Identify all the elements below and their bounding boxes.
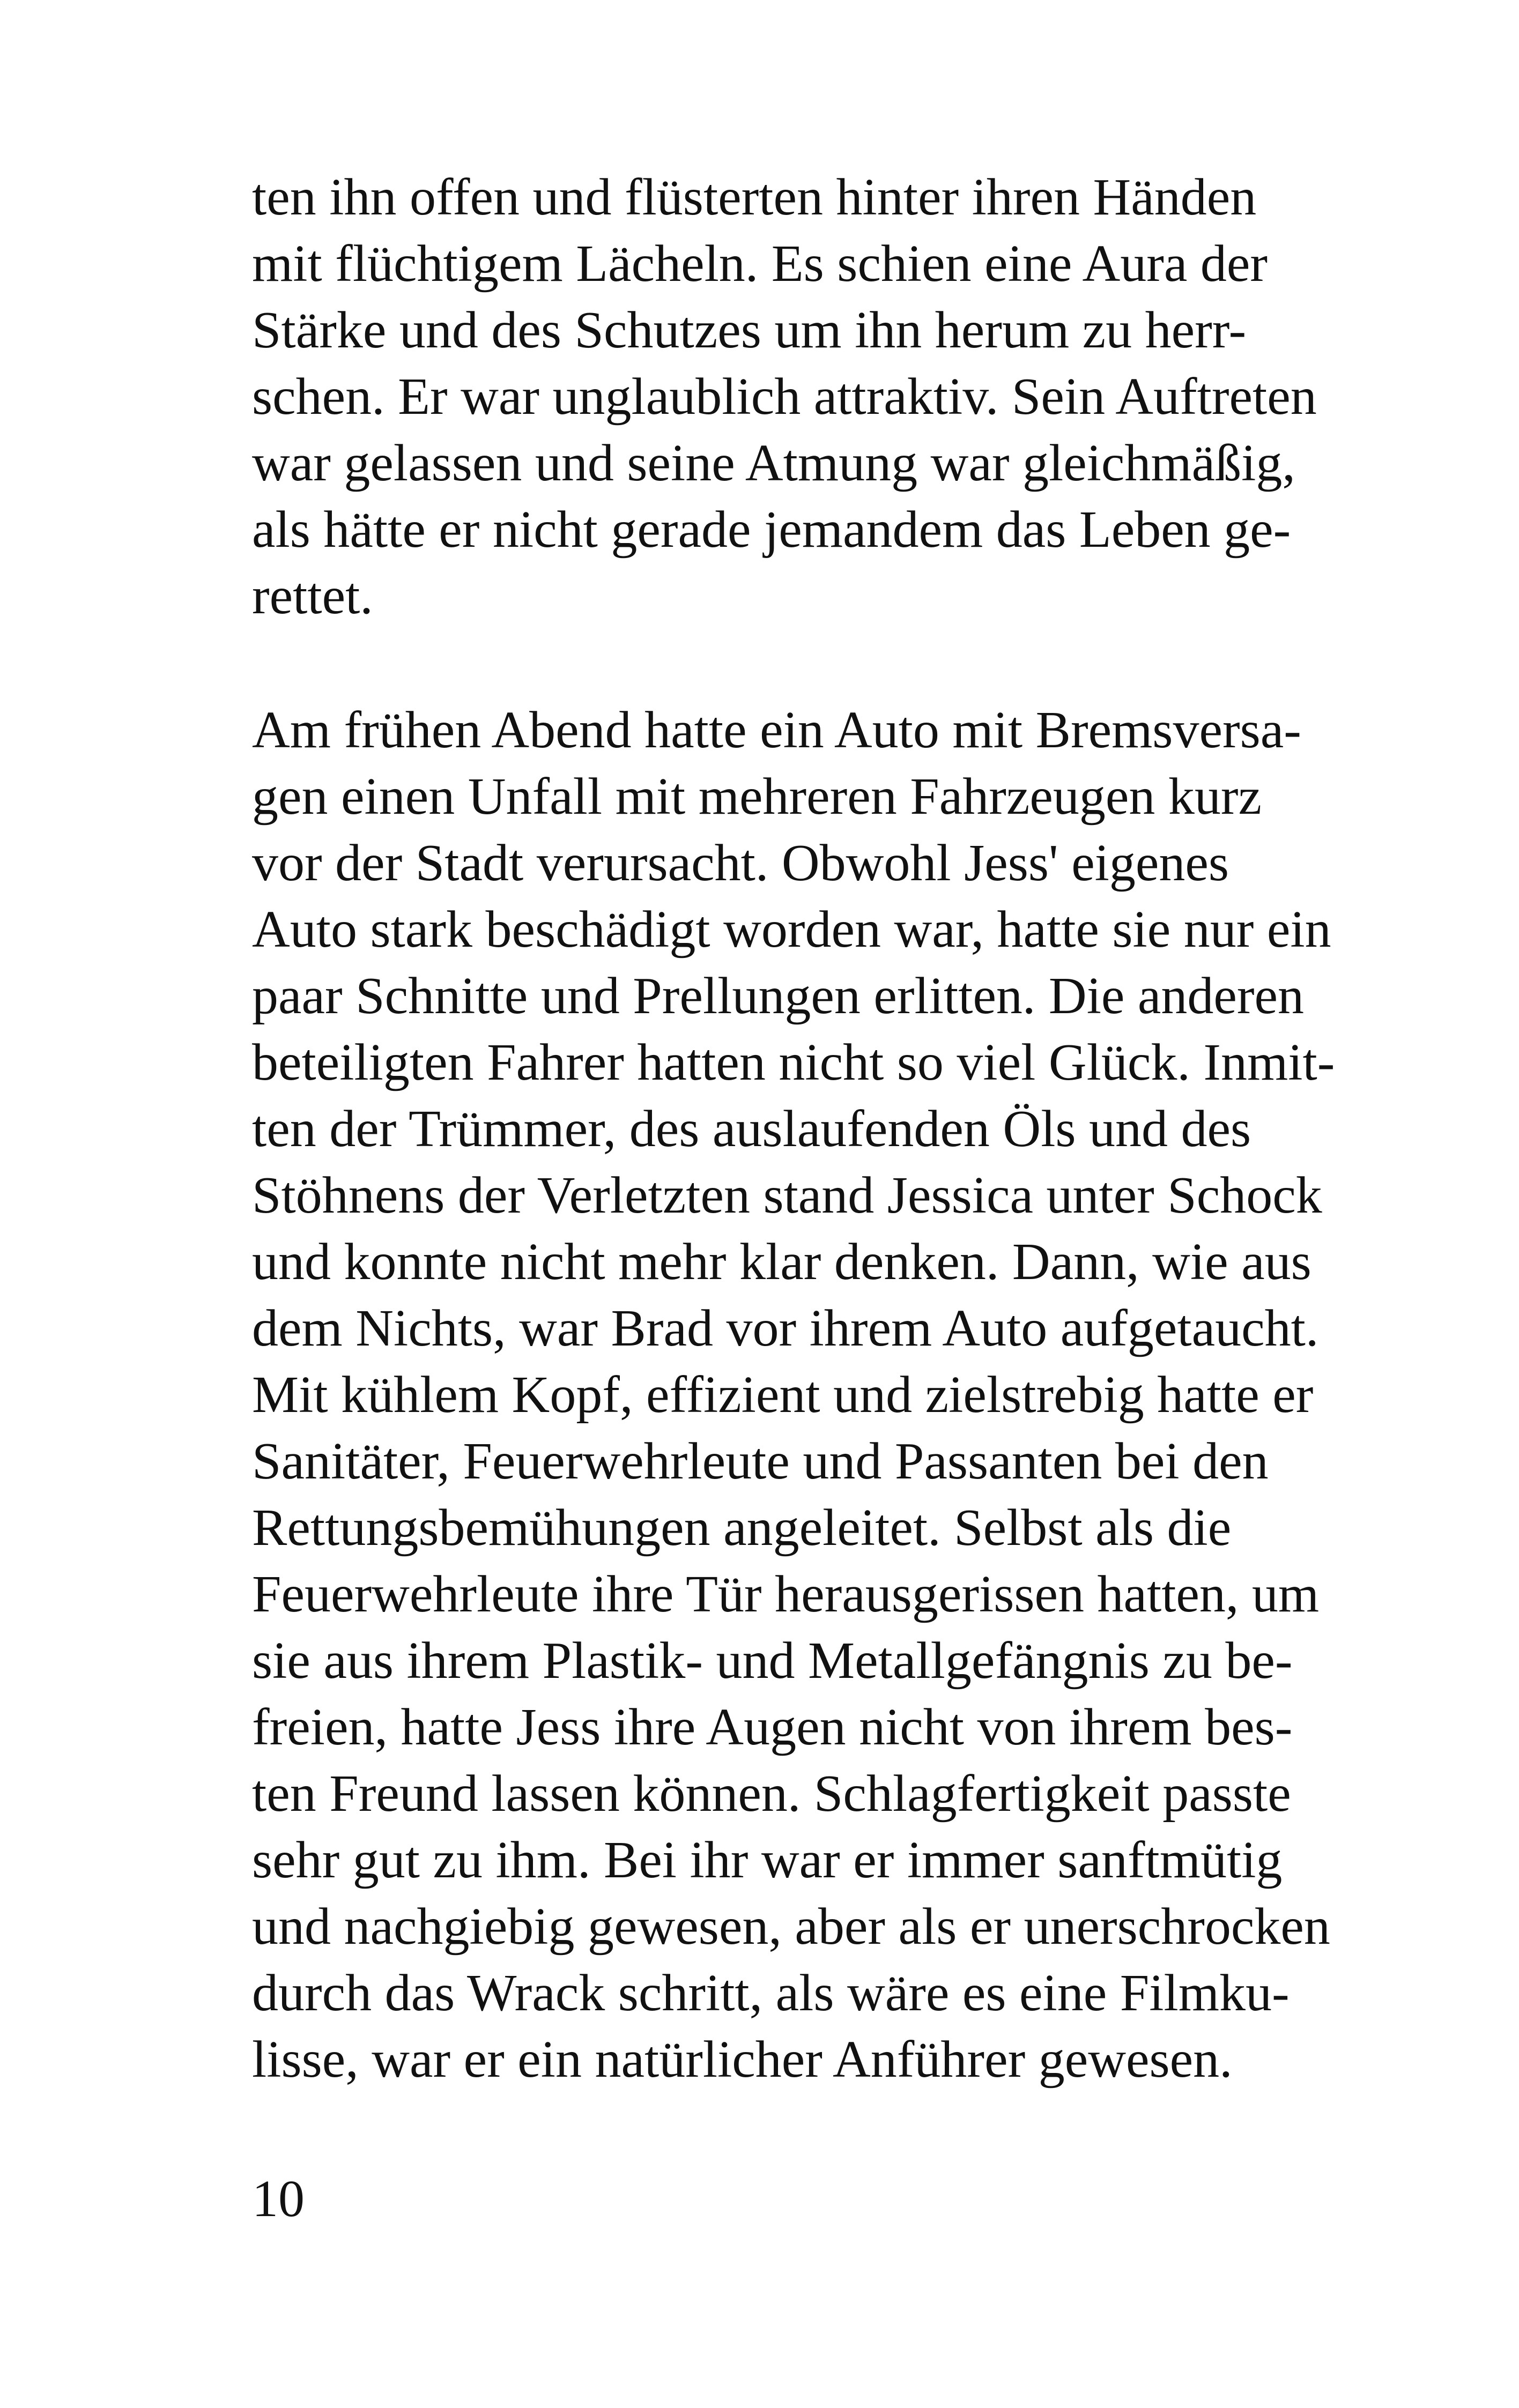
text-line: ten der Trümmer, des auslaufenden Öls und des bbox=[252, 1100, 1251, 1158]
text-line: als hätte er nicht gerade jemandem das Leben ge- bbox=[252, 501, 1291, 559]
text-line: beteiligten Fahrer hatten nicht so viel Glück. Inmit- bbox=[252, 1034, 1335, 1091]
text-line: sehr gut zu ihm. Bei ihr war er immer sanftmütig bbox=[252, 1831, 1283, 1889]
paragraph-1 bbox=[252, 164, 1317, 629]
text-line: vor der Stadt verursacht. Obwohl Jess' eigenes bbox=[252, 834, 1229, 892]
text-line: und nachgiebig gewesen, aber als er unerschrocken bbox=[252, 1898, 1330, 1956]
text-line: war gelassen und seine Atmung war gleichmäßig, bbox=[252, 434, 1295, 492]
text-line: freien, hatte Jess ihre Augen nicht von ihrem bes- bbox=[252, 1698, 1293, 1756]
text-line: und konnte nicht mehr klar denken. Dann, wie aus bbox=[252, 1233, 1311, 1291]
text-line: Mit kühlem Kopf, effizient und zielstrebig hatte er bbox=[252, 1366, 1314, 1424]
text-line: durch das Wrack schritt, als wäre es eine Filmku- bbox=[252, 1964, 1290, 2022]
text-line: Auto stark beschädigt worden war, hatte sie nur ein bbox=[252, 901, 1331, 958]
text-line: dem Nichts, war Brad vor ihrem Auto aufgetaucht. bbox=[252, 1299, 1319, 1357]
text-line: Sanitäter, Feuerwehrleute und Passanten bei den bbox=[252, 1432, 1269, 1490]
text-line: Am frühen Abend hatte ein Auto mit Bremsversa- bbox=[252, 701, 1301, 759]
text-line: Stärke und des Schutzes um ihn herum zu herr- bbox=[252, 301, 1247, 359]
text-line: schen. Er war unglaublich attraktiv. Sein Auftreten bbox=[252, 368, 1317, 426]
text-line: gen einen Unfall mit mehreren Fahrzeugen kurz bbox=[252, 768, 1262, 826]
text-line: Feuerwehrleute ihre Tür herausgerissen hatten, um bbox=[252, 1565, 1320, 1623]
text-line: paar Schnitte und Prellungen erlitten. Die anderen bbox=[252, 967, 1305, 1025]
paragraph-2 bbox=[252, 697, 1335, 2093]
page-number: 10 bbox=[252, 2170, 305, 2228]
text-line: sie aus ihrem Plastik- und Metallgefängnis zu be- bbox=[252, 1632, 1293, 1690]
text-line: Stöhnens der Verletzten stand Jessica unter Schock bbox=[252, 1166, 1322, 1224]
text-line: ten ihn offen und flüsterten hinter ihren Händen bbox=[252, 168, 1257, 226]
text-line: lisse, war er ein natürlicher Anführer gewesen. bbox=[252, 2031, 1233, 2089]
text-line: rettet. bbox=[252, 567, 373, 625]
text-line: mit flüchtigem Lächeln. Es schien eine Aura der bbox=[252, 235, 1268, 293]
text-line: ten Freund lassen können. Schlagfertigkeit passte bbox=[252, 1765, 1291, 1823]
text-line: Rettungsbemühungen angeleitet. Selbst als die bbox=[252, 1499, 1232, 1557]
